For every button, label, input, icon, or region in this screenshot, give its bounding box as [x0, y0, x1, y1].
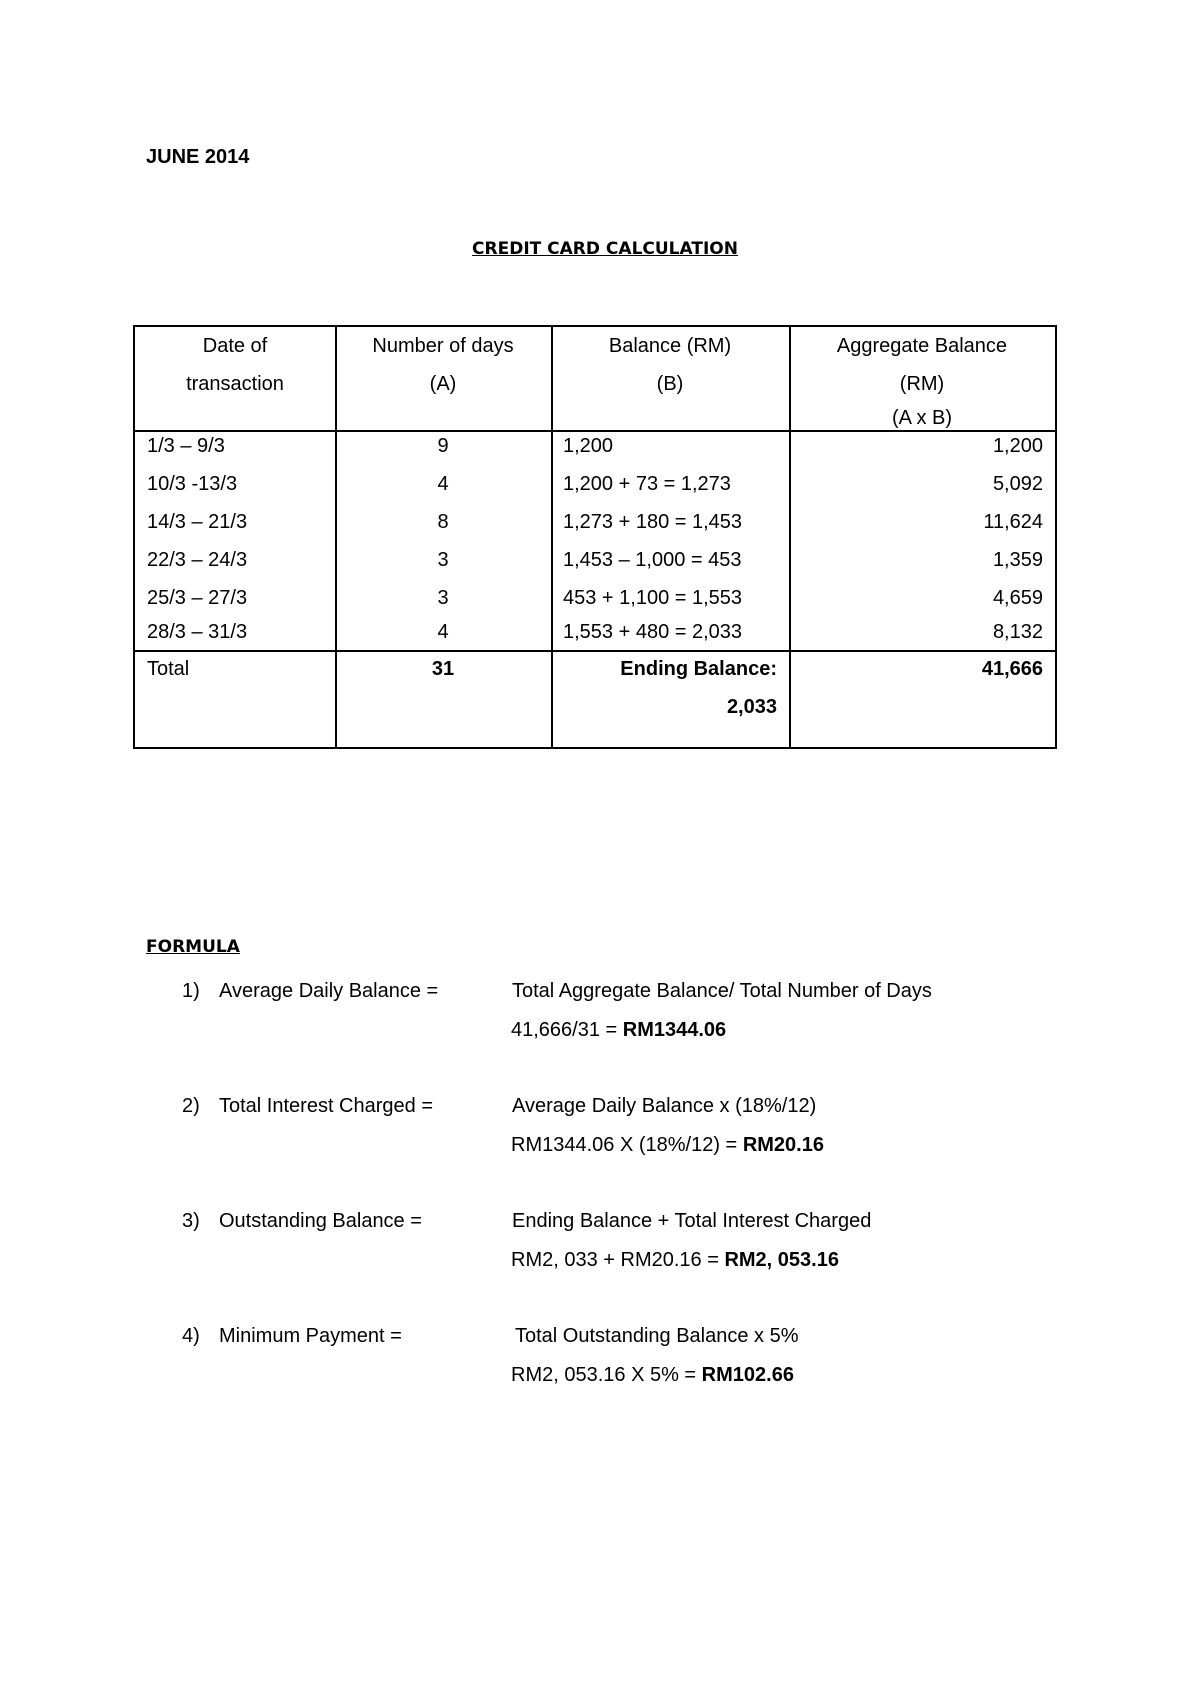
- formula-number: 1): [182, 980, 200, 1002]
- cell-days: 4: [437, 473, 449, 495]
- formula-number: 3): [182, 1210, 200, 1232]
- cell-days: 9: [437, 435, 449, 457]
- ending-balance-value: 2,033: [726, 696, 777, 718]
- header-days-line2: (A): [429, 373, 457, 395]
- cell-aggregate: 5,092: [992, 473, 1043, 495]
- document-title: CREDIT CARD CALCULATION: [472, 239, 738, 259]
- total-days: 31: [431, 658, 455, 680]
- cell-aggregate: 11,624: [983, 511, 1043, 533]
- cell-days: 3: [437, 549, 449, 571]
- cell-aggregate: 1,200: [992, 435, 1043, 457]
- cell-balance: 453 + 1,100 = 1,553: [563, 587, 743, 609]
- formula-result: RM102.66: [701, 1364, 794, 1386]
- formula-calculation: [511, 1249, 839, 1272]
- cell-aggregate: 1,359: [992, 549, 1043, 571]
- cell-days: 8: [437, 511, 449, 533]
- formula-calculation: [511, 1019, 726, 1042]
- formula-result: RM2, 053.16: [724, 1249, 839, 1271]
- formula-number: 2): [182, 1095, 200, 1117]
- header-aggregate-line2: (RM): [899, 373, 945, 395]
- formula-calculation: [511, 1134, 824, 1157]
- cell-date: 14/3 – 21/3: [147, 511, 248, 533]
- formula-calc-text: RM2, 033 + RM20.16 =: [511, 1249, 719, 1271]
- formula-calc-text: RM2, 053.16 X 5% =: [511, 1364, 697, 1386]
- formula-calculation: [511, 1364, 794, 1387]
- cell-date: 10/3 -13/3: [147, 473, 238, 495]
- cell-days: 3: [437, 587, 449, 609]
- cell-aggregate: 8,132: [992, 621, 1043, 643]
- total-label: Total: [147, 658, 190, 680]
- formula-expression: Total Aggregate Balance/ Total Number of Days: [512, 980, 932, 1002]
- calculation-table: [133, 325, 1057, 749]
- header-balance-line1: Balance (RM): [608, 335, 732, 357]
- header-date-line2: transaction: [186, 373, 284, 395]
- formula-result: RM1344.06: [622, 1019, 727, 1041]
- header-aggregate-line1: Aggregate Balance: [836, 335, 1008, 357]
- cell-balance: 1,453 – 1,000 = 453: [563, 549, 742, 571]
- header-days-line1: Number of days: [372, 335, 514, 357]
- cell-balance: 1,273 + 180 = 1,453: [563, 511, 743, 533]
- formula-expression: Ending Balance + Total Interest Charged: [512, 1210, 872, 1232]
- total-aggregate: 41,666: [981, 658, 1043, 680]
- cell-date: 22/3 – 24/3: [147, 549, 248, 571]
- header-aggregate-line3: (A x B): [891, 407, 952, 429]
- formula-label: Outstanding Balance =: [219, 1210, 422, 1232]
- cell-date: 1/3 – 9/3: [147, 435, 225, 457]
- formula-expression: Total Outstanding Balance x 5%: [515, 1325, 799, 1347]
- cell-balance: 1,200: [563, 435, 614, 457]
- cell-balance: 1,200 + 73 = 1,273: [563, 473, 731, 495]
- formula-label: Minimum Payment =: [219, 1325, 402, 1347]
- cell-days: 4: [437, 621, 449, 643]
- formula-title: FORMULA: [146, 937, 240, 957]
- cell-aggregate: 4,659: [992, 587, 1043, 609]
- formula-label: Total Interest Charged =: [219, 1095, 434, 1117]
- formula-label: Average Daily Balance =: [219, 980, 439, 1002]
- page-heading: JUNE 2014: [146, 146, 250, 168]
- cell-balance: 1,553 + 480 = 2,033: [563, 621, 743, 643]
- formula-calc-text: 41,666/31 =: [511, 1019, 618, 1041]
- cell-date: 25/3 – 27/3: [147, 587, 248, 609]
- formula-number: 4): [182, 1325, 200, 1347]
- ending-balance-label: Ending Balance:: [620, 658, 777, 680]
- formula-calc-text: RM1344.06 X (18%/12) =: [511, 1134, 738, 1156]
- header-date-line1: Date of: [202, 335, 268, 357]
- formula-result: RM20.16: [742, 1134, 824, 1156]
- formula-expression: Average Daily Balance x (18%/12): [512, 1095, 817, 1117]
- cell-date: 28/3 – 31/3: [147, 621, 248, 643]
- header-balance-line2: (B): [656, 373, 684, 395]
